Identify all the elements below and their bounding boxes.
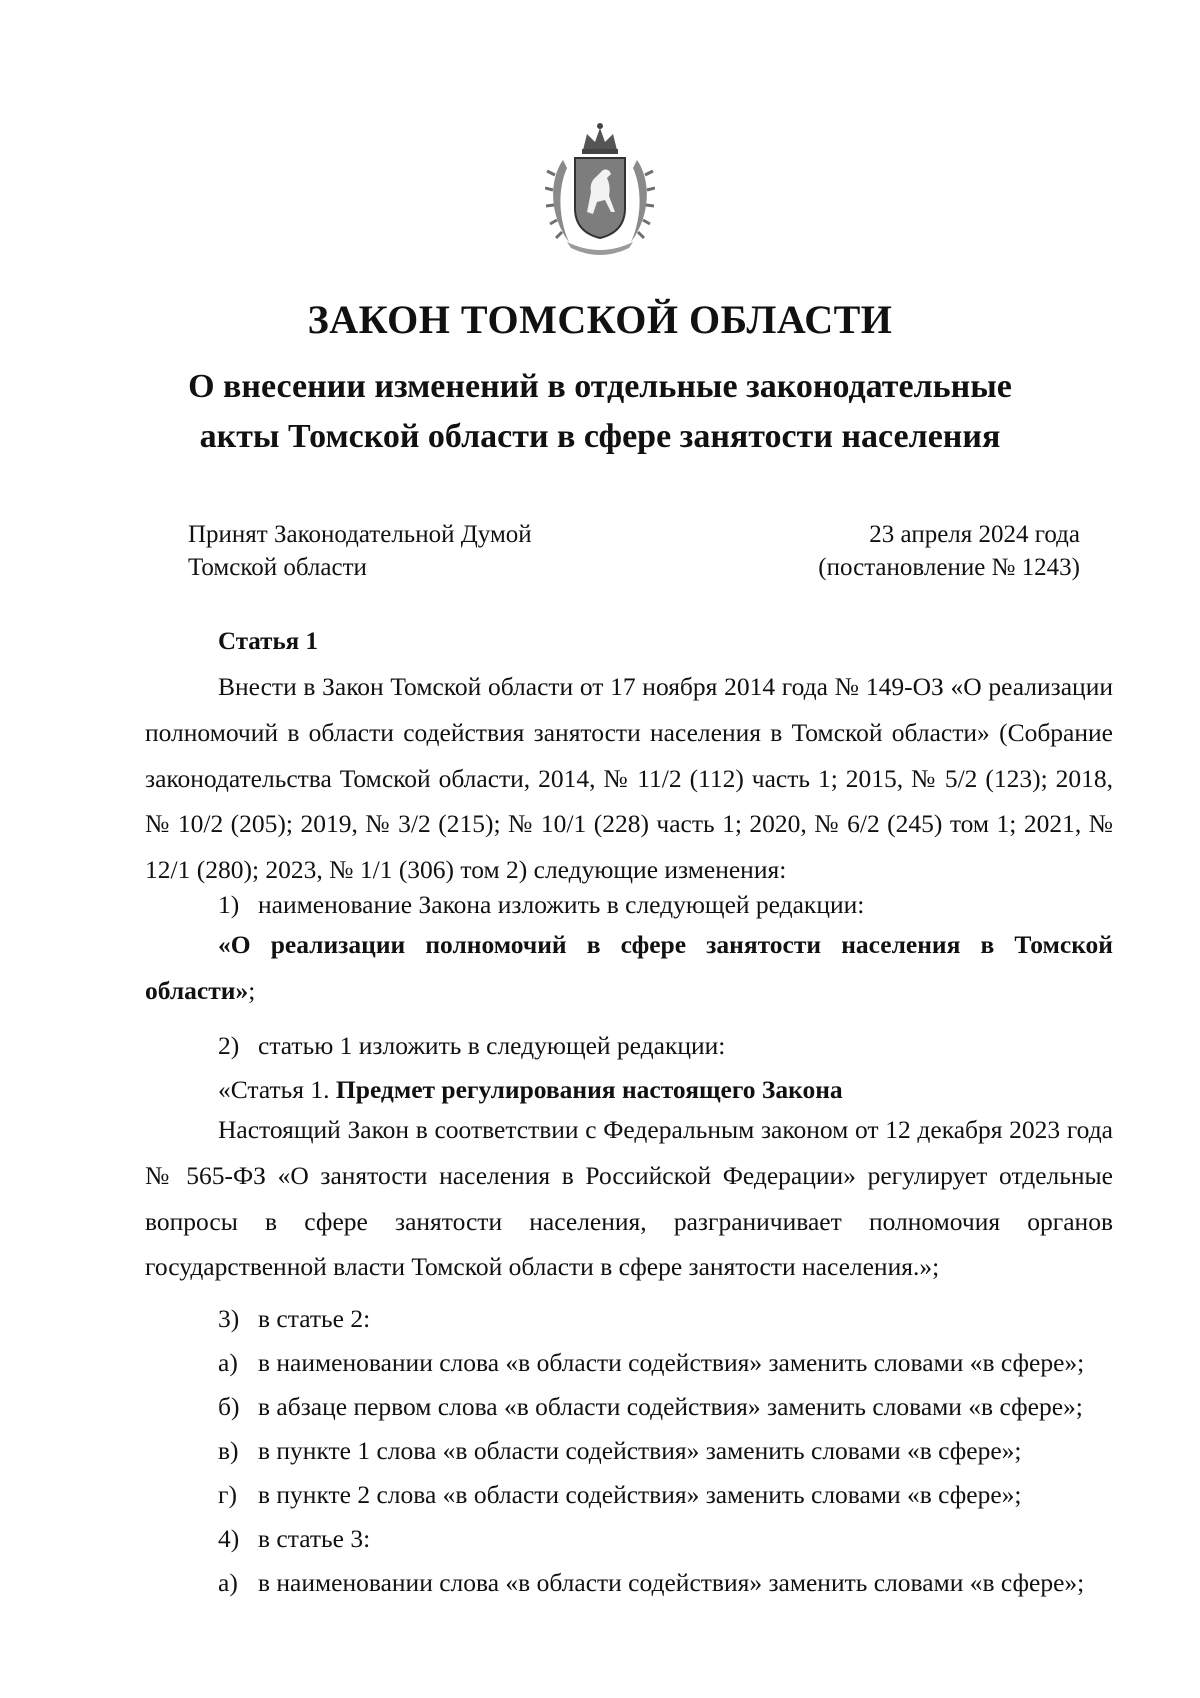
list-item-marker: б) — [218, 1392, 240, 1421]
adopted-by-line: Томской области — [188, 554, 367, 581]
list-item-text: в статье 3: — [258, 1524, 371, 1553]
adoption-resolution-line: (постановление № 1243) — [818, 554, 1080, 581]
quoted-article-heading — [218, 1075, 843, 1105]
quoted-article-prefix: «Статья 1. — [218, 1075, 336, 1104]
article-intro-paragraph: Внести в Закон Томской области от 17 ноября 2014 года № 149-ОЗ «О реализации полномочий в области содействия занятости населения в Томской области» (Собрание законодательства Томской области, 2014, № 11/2 (112) часть 1; 2015, № 5/2 (123); 2018, № 10/2 (205); 2019, № 3/2 (215); № 10/1 (228) часть 1; 2020, № 6/2 (245) том 1; 2021, № 12/1 (280); 2023, № 1/1 (306) том 2) следующие изменения: — [145, 672, 1113, 885]
law-subtitle-line: акты Томской области в сфере занятости населения — [199, 418, 1001, 455]
law-subtitle-line: О внесении изменений в отдельные законодательные — [188, 368, 1012, 405]
list-item-text: в статье 2: — [258, 1304, 371, 1333]
new-law-name: «О реализации полномочий в сфере занятости населения в Томской области» — [145, 930, 1113, 1005]
list-item-marker: 1) — [218, 890, 240, 919]
sub-item-g — [218, 1480, 1022, 1510]
sub-item-a — [218, 1568, 1084, 1598]
law-title: ЗАКОН ТОМСКОЙ ОБЛАСТИ — [307, 297, 893, 342]
adopted-by — [188, 518, 532, 584]
law-subtitle — [0, 362, 1200, 462]
list-item-text: в наименовании слова «в области содействия» заменить словами «в сфере»; — [258, 1348, 1085, 1377]
sub-item-a — [218, 1348, 1084, 1378]
article-heading: Статья 1 — [218, 628, 318, 655]
list-item-text: статью 1 изложить в следующей редакции: — [258, 1031, 726, 1060]
new-law-name-paragraph — [145, 922, 1113, 1014]
adoption-date-line: 23 апреля 2024 года — [869, 521, 1080, 548]
sub-item-b — [218, 1392, 1083, 1422]
list-item-marker: 4) — [218, 1524, 240, 1553]
adopted-by-line: Принят Законодательной Думой — [188, 521, 532, 548]
tomsk-coat-of-arms-emblem — [545, 120, 655, 258]
list-item-text: в абзаце первом слова «в области содействия» заменить словами «в сфере»; — [258, 1392, 1083, 1421]
list-item-4 — [218, 1524, 370, 1554]
new-law-name-tail: ; — [248, 975, 256, 1005]
adoption-date — [818, 518, 1080, 584]
list-item-3 — [218, 1304, 370, 1334]
list-item-text: наименование Закона изложить в следующей редакции: — [258, 890, 865, 919]
list-item-marker: а) — [218, 1568, 238, 1597]
list-item-marker: в) — [218, 1436, 239, 1465]
list-item-marker: г) — [218, 1480, 237, 1509]
quoted-article-body: Настоящий Закон в соответствии с Федеральным законом от 12 декабря 2023 года № 565-ФЗ «О занятости населения в Российской Федерации» регулирует отдельные вопросы в сфере занятости населения, разграничивает полномочия органов государственной власти Томской области в сфере занятости населения.»; — [145, 1115, 1113, 1282]
list-item-1 — [218, 890, 864, 920]
list-item-text: в пункте 2 слова «в области содействия» заменить словами «в сфере»; — [258, 1480, 1022, 1509]
list-item-2 — [218, 1031, 725, 1061]
list-item-marker: 2) — [218, 1031, 240, 1060]
list-item-text: в наименовании слова «в области содействия» заменить словами «в сфере»; — [258, 1568, 1085, 1597]
list-item-marker: 3) — [218, 1304, 240, 1333]
quoted-article-title: Предмет регулирования настоящего Закона — [335, 1075, 843, 1104]
list-item-marker: а) — [218, 1348, 238, 1377]
list-item-text: в пункте 1 слова «в области содействия» заменить словами «в сфере»; — [258, 1436, 1022, 1465]
sub-item-v — [218, 1436, 1022, 1466]
